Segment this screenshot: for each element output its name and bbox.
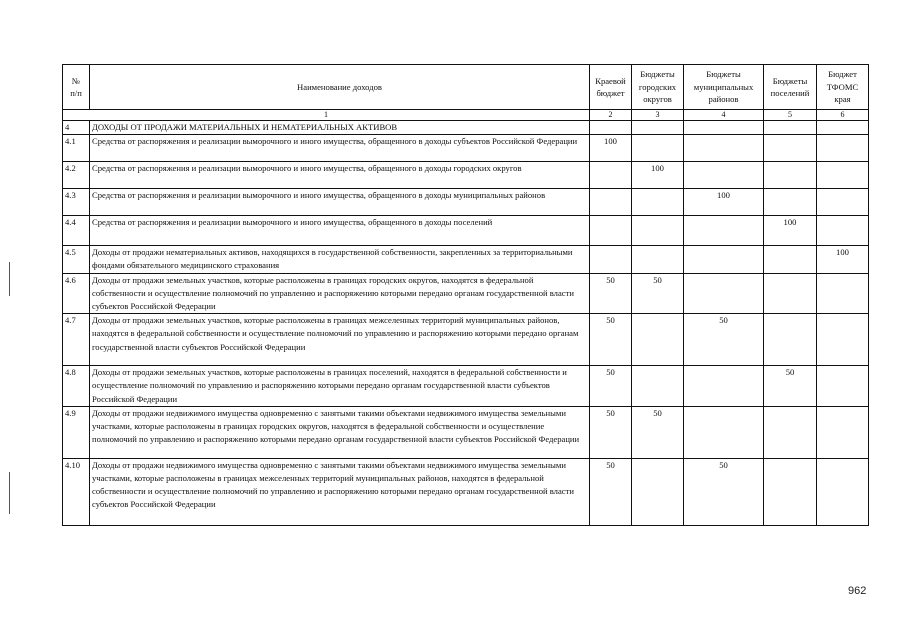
tfoms-budget-value: [817, 273, 869, 314]
empty-cell: [632, 121, 684, 135]
regional-budget-value: 50: [590, 314, 632, 366]
city-budgets-value: [632, 366, 684, 407]
municipal-budgets-value: [684, 406, 764, 458]
regional-budget-value: [590, 216, 632, 246]
tfoms-budget-value: [817, 189, 869, 216]
municipal-budgets-value: [684, 273, 764, 314]
column-number: 5: [764, 110, 817, 121]
table-row: [63, 162, 869, 189]
tfoms-budget-value: [817, 216, 869, 246]
regional-budget-value: 50: [590, 273, 632, 314]
table-row: [63, 314, 869, 366]
header-settlement-budgets: Бюджеты поселений: [764, 65, 817, 110]
income-name: Средства от распоряжения и реализации выморочного и иного имущества, обращенного в доходы городских округов: [90, 162, 590, 189]
settlement-budgets-value: [764, 273, 817, 314]
city-budgets-value: [632, 216, 684, 246]
table-row: [63, 458, 869, 525]
row-number: 4.9: [63, 406, 90, 458]
municipal-budgets-value: [684, 135, 764, 162]
tfoms-budget-value: [817, 162, 869, 189]
row-number: 4.7: [63, 314, 90, 366]
row-number: 4.1: [63, 135, 90, 162]
empty-cell: [764, 121, 817, 135]
table-row: [63, 189, 869, 216]
city-budgets-value: [632, 246, 684, 273]
city-budgets-value: 100: [632, 162, 684, 189]
city-budgets-value: [632, 135, 684, 162]
settlement-budgets-value: [764, 135, 817, 162]
row-number: 4.10: [63, 458, 90, 525]
income-name: Доходы от продажи нематериальных активов, находящихся в государственной собственности, закрепленных за территориальными фондами обязательного медицинского страхования: [90, 246, 590, 273]
settlement-budgets-value: 100: [764, 216, 817, 246]
city-budgets-value: 50: [632, 406, 684, 458]
settlement-budgets-value: [764, 189, 817, 216]
header-city-budgets: Бюджеты городских округов: [632, 65, 684, 110]
settlement-budgets-value: [764, 314, 817, 366]
settlement-budgets-value: 50: [764, 366, 817, 407]
city-budgets-value: 50: [632, 273, 684, 314]
municipal-budgets-value: [684, 366, 764, 407]
regional-budget-value: 50: [590, 406, 632, 458]
income-name: Средства от распоряжения и реализации выморочного и иного имущества, обращенного в доходы муниципальных районов: [90, 189, 590, 216]
city-budgets-value: [632, 189, 684, 216]
income-name: Доходы от продажи земельных участков, которые расположены в границах поселений, находятся в федеральной собственности и осуществление полномочий по управлению и распоряжению которыми передано органам государственной власти субъектов Российской Федерации: [90, 366, 590, 407]
column-number-row: [63, 110, 869, 121]
row-number: 4.2: [63, 162, 90, 189]
settlement-budgets-value: [764, 162, 817, 189]
row-number: 4.4: [63, 216, 90, 246]
column-number: 2: [590, 110, 632, 121]
column-number: 1: [63, 110, 590, 121]
column-number: 3: [632, 110, 684, 121]
row-number: 4.5: [63, 246, 90, 273]
municipal-budgets-value: 100: [684, 189, 764, 216]
table-row: [63, 216, 869, 246]
empty-cell: [590, 121, 632, 135]
municipal-budgets-value: 50: [684, 458, 764, 525]
income-name: Доходы от продажи земельных участков, которые расположены в границах межселенных территорий муниципальных районов, находятся в федеральной собственности и осуществление полномочий по управлению и распоряжению которыми передано органам государственной власти субъектов Российской Федерации: [90, 314, 590, 366]
margin-mark: [9, 262, 10, 296]
regional-budget-value: [590, 162, 632, 189]
header-name: Наименование доходов: [90, 65, 590, 110]
column-number: 6: [817, 110, 869, 121]
municipal-budgets-value: 50: [684, 314, 764, 366]
income-name: Средства от распоряжения и реализации выморочного и иного имущества, обращенного в доходы субъектов Российской Федерации: [90, 135, 590, 162]
settlement-budgets-value: [764, 406, 817, 458]
income-name: Доходы от продажи земельных участков, которые расположены в границах городских округов, находятся в федеральной собственности и осуществление полномочий по управлению и распоряжению которыми передано органам государственной власти субъектов Российской Федерации: [90, 273, 590, 314]
header-tfoms-budget: Бюджет ТФОМС края: [817, 65, 869, 110]
empty-cell: [817, 121, 869, 135]
settlement-budgets-value: [764, 246, 817, 273]
tfoms-budget-value: [817, 406, 869, 458]
settlement-budgets-value: [764, 458, 817, 525]
municipal-budgets-value: [684, 162, 764, 189]
column-number: 4: [684, 110, 764, 121]
table-header-row: [63, 65, 869, 110]
header-num: № п/п: [63, 65, 90, 110]
income-name: Средства от распоряжения и реализации выморочного и иного имущества, обращенного в доходы поселений: [90, 216, 590, 246]
header-regional-budget: Краевой бюджет: [590, 65, 632, 110]
section-row: [63, 121, 869, 135]
regional-budget-value: [590, 189, 632, 216]
section-title: ДОХОДЫ ОТ ПРОДАЖИ МАТЕРИАЛЬНЫХ И НЕМАТЕРИАЛЬНЫХ АКТИВОВ: [90, 121, 590, 135]
income-name: Доходы от продажи недвижимого имущества одновременно с занятыми такими объектами недвижимого имущества земельными участками, которые расположены в границах межселенных территорий муниципальных районов, находятся в федеральной собственности и осуществление полномочий по управлению и распоряжению которыми передано органам государственной власти субъектов Российской Федерации: [90, 458, 590, 525]
header-municipal-budgets: Бюджеты муниципальных районов: [684, 65, 764, 110]
table-row: [63, 366, 869, 407]
row-number: 4.3: [63, 189, 90, 216]
city-budgets-value: [632, 458, 684, 525]
regional-budget-value: 50: [590, 458, 632, 525]
regional-budget-value: [590, 246, 632, 273]
tfoms-budget-value: [817, 458, 869, 525]
table-row: [63, 246, 869, 273]
tfoms-budget-value: [817, 314, 869, 366]
tfoms-budget-value: 100: [817, 246, 869, 273]
row-number: 4.6: [63, 273, 90, 314]
section-number: 4: [63, 121, 90, 135]
table-row: [63, 406, 869, 458]
municipal-budgets-value: [684, 216, 764, 246]
empty-cell: [684, 121, 764, 135]
revenue-distribution-table: [62, 64, 869, 526]
municipal-budgets-value: [684, 246, 764, 273]
page-number: 962: [848, 585, 867, 597]
row-number: 4.8: [63, 366, 90, 407]
table-row: [63, 135, 869, 162]
regional-budget-value: 50: [590, 366, 632, 407]
tfoms-budget-value: [817, 366, 869, 407]
city-budgets-value: [632, 314, 684, 366]
table-row: [63, 273, 869, 314]
income-name: Доходы от продажи недвижимого имущества одновременно с занятыми такими объектами недвижимого имущества земельными участками, которые расположены в границах городских округов, находятся в федеральной собственности и осуществление полномочий по управлению и распоряжению которыми передано органам государственной власти субъектов Российской Федерации: [90, 406, 590, 458]
margin-mark: [9, 472, 10, 514]
tfoms-budget-value: [817, 135, 869, 162]
regional-budget-value: 100: [590, 135, 632, 162]
